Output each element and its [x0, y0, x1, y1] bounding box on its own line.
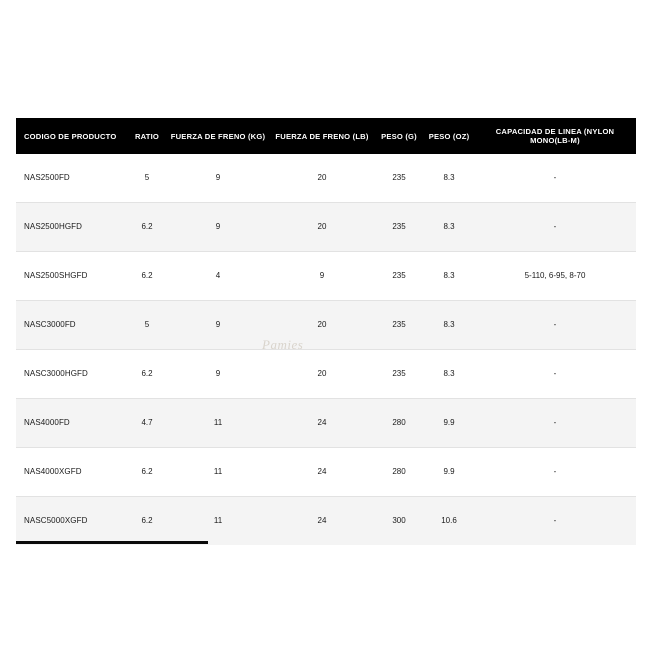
cell-product-code: NASC3000FD	[16, 301, 128, 350]
cell-line-capacity: -	[474, 350, 636, 399]
column-header-weight-oz: PESO (OZ)	[424, 118, 474, 154]
cell-weight-oz: 8.3	[424, 301, 474, 350]
cell-drag-kg: 9	[166, 301, 270, 350]
cell-weight-oz: 10.6	[424, 497, 474, 546]
cell-line-capacity: -	[474, 497, 636, 546]
cell-weight-g: 235	[374, 252, 424, 301]
cell-drag-kg: 11	[166, 448, 270, 497]
cell-weight-g: 280	[374, 448, 424, 497]
watermark-text: Pamies	[262, 337, 304, 352]
cell-drag-kg: 11	[166, 497, 270, 546]
cell-weight-oz: 9.9	[424, 448, 474, 497]
cell-weight-oz: 8.3	[424, 154, 474, 203]
cell-product-code: NASC5000XGFD	[16, 497, 128, 546]
cell-weight-g: 300	[374, 497, 424, 546]
cell-product-code: NAS2500SHGFD	[16, 252, 128, 301]
cell-weight-oz: 8.3	[424, 252, 474, 301]
cell-product-code: NAS2500HGFD	[16, 203, 128, 252]
cell-ratio: 5	[128, 154, 166, 203]
cell-ratio: 6.2	[128, 497, 166, 546]
cell-line-capacity: -	[474, 203, 636, 252]
cell-weight-g: 235	[374, 154, 424, 203]
cell-weight-g: 235	[374, 350, 424, 399]
cell-product-code: NAS4000FD	[16, 399, 128, 448]
table-body	[16, 154, 636, 545]
cell-drag-kg: 11	[166, 399, 270, 448]
column-header-weight-g: PESO (G)	[374, 118, 424, 154]
cell-weight-oz: 9.9	[424, 399, 474, 448]
cell-ratio: 6.2	[128, 252, 166, 301]
table-header-row	[16, 118, 636, 154]
cell-drag-lb: 20	[270, 203, 374, 252]
table-row	[16, 448, 636, 497]
cell-drag-kg: 9	[166, 350, 270, 399]
cell-drag-lb: 24	[270, 448, 374, 497]
cell-ratio: 4.7	[128, 399, 166, 448]
cell-weight-g: 235	[374, 301, 424, 350]
specification-table	[16, 118, 636, 545]
cell-drag-lb: 24	[270, 399, 374, 448]
table-row	[16, 154, 636, 203]
cell-line-capacity: -	[474, 301, 636, 350]
column-header-line-capacity: CAPACIDAD DE LINEA (NYLON MONO(LB-M)	[474, 118, 636, 154]
table-row	[16, 252, 636, 301]
cell-weight-g: 280	[374, 399, 424, 448]
cell-ratio: 6.2	[128, 448, 166, 497]
table-header	[16, 118, 636, 154]
bottom-divider	[16, 541, 208, 544]
table-row	[16, 203, 636, 252]
cell-ratio: 6.2	[128, 350, 166, 399]
cell-product-code: NASC3000HGFD	[16, 350, 128, 399]
cell-line-capacity: -	[474, 448, 636, 497]
column-header-drag-kg: FUERZA DE FRENO (KG)	[166, 118, 270, 154]
specification-table-container	[16, 118, 636, 545]
cell-drag-kg: 9	[166, 203, 270, 252]
column-header-drag-lb: FUERZA DE FRENO (LB)	[270, 118, 374, 154]
cell-weight-oz: 8.3	[424, 203, 474, 252]
cell-line-capacity: -	[474, 399, 636, 448]
cell-ratio: 5	[128, 301, 166, 350]
column-header-ratio: RATIO	[128, 118, 166, 154]
cell-line-capacity: -	[474, 154, 636, 203]
cell-product-code: NAS2500FD	[16, 154, 128, 203]
cell-drag-lb: 9	[270, 252, 374, 301]
table-row	[16, 497, 636, 546]
table-row	[16, 399, 636, 448]
cell-product-code: NAS4000XGFD	[16, 448, 128, 497]
cell-drag-lb: 20	[270, 301, 374, 350]
cell-drag-lb: 20	[270, 154, 374, 203]
cell-weight-g: 235	[374, 203, 424, 252]
column-header-product-code: CODIGO DE PRODUCTO	[16, 118, 128, 154]
cell-line-capacity: 5-110, 6-95, 8-70	[474, 252, 636, 301]
cell-drag-lb: 24	[270, 497, 374, 546]
cell-ratio: 6.2	[128, 203, 166, 252]
cell-drag-kg: 4	[166, 252, 270, 301]
table-row	[16, 301, 636, 350]
cell-drag-kg: 9	[166, 154, 270, 203]
table-row	[16, 350, 636, 399]
cell-weight-oz: 8.3	[424, 350, 474, 399]
cell-drag-lb: 20	[270, 350, 374, 399]
